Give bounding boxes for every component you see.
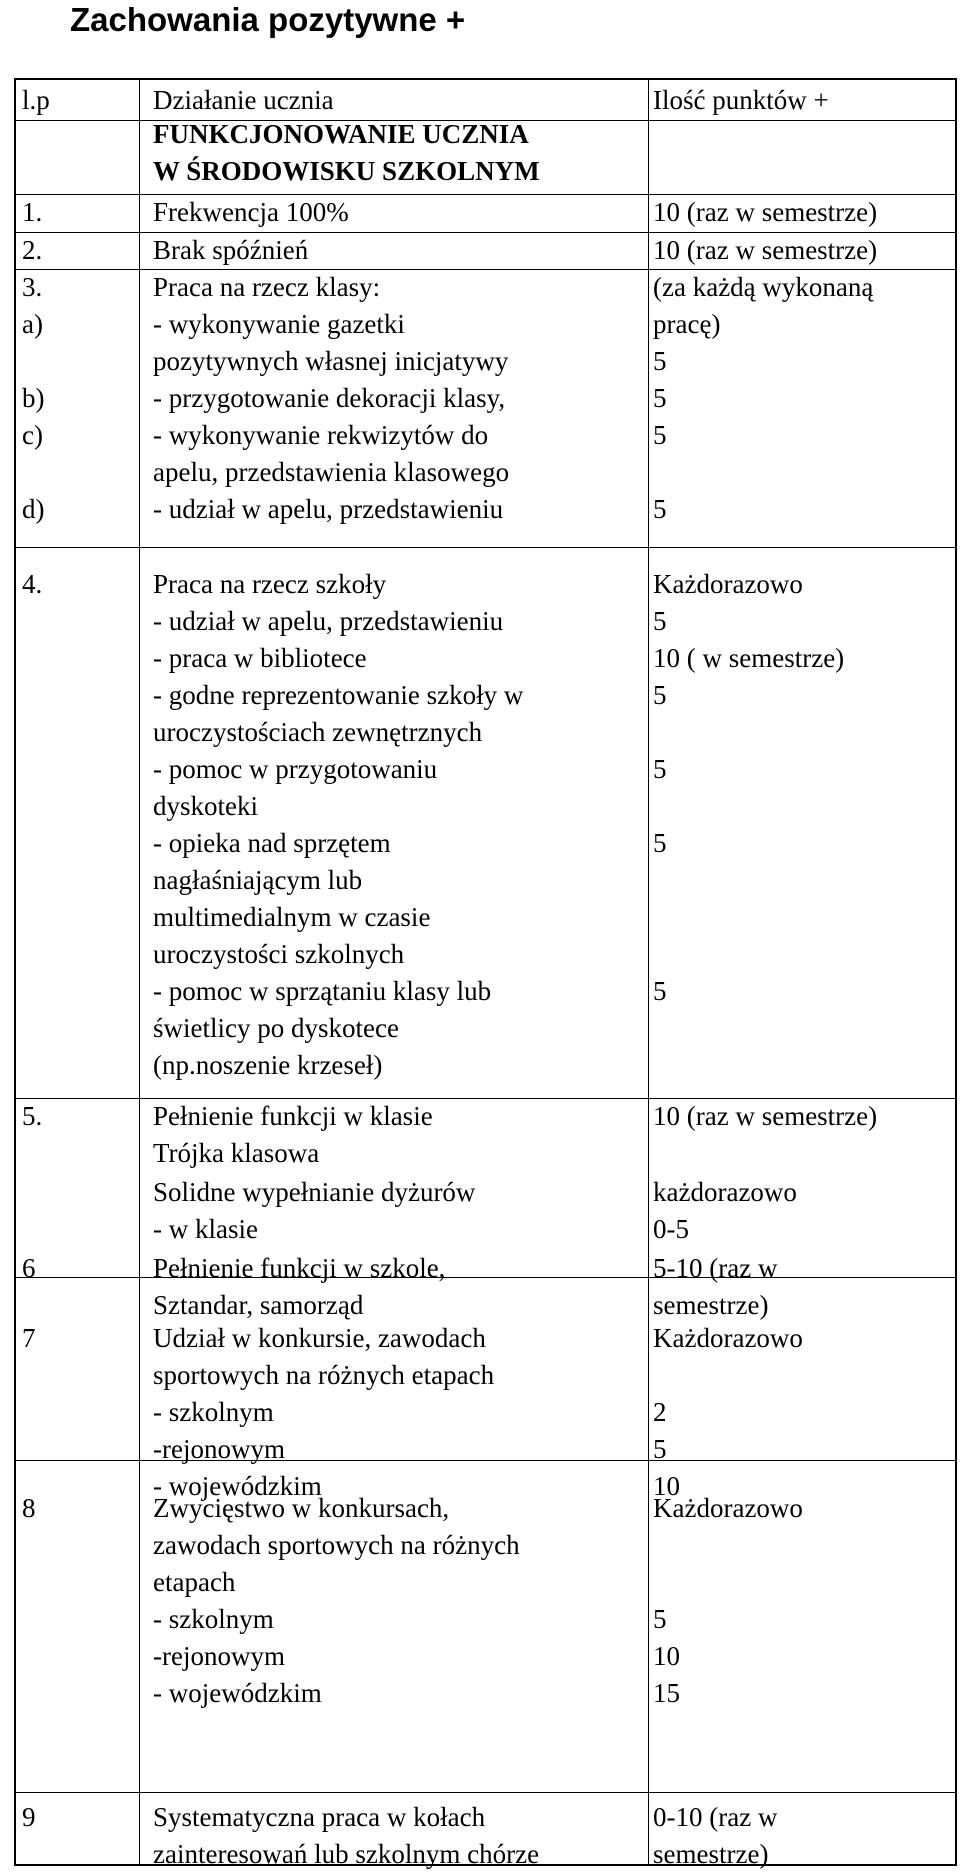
- table-cell-c3: [653, 1490, 953, 1712]
- cell-line: [653, 714, 953, 751]
- cell-line: [653, 1047, 953, 1084]
- cell-line: W ŚRODOWISKU SZKOLNYM: [153, 156, 540, 186]
- cell-line: 2.: [22, 235, 43, 265]
- cell-line: 6: [22, 1253, 36, 1283]
- cell-line: - opieka nad sprzętem: [153, 828, 391, 858]
- cell-line: 8: [22, 1493, 36, 1523]
- cell-line: c): [22, 420, 43, 450]
- table-cell-c1: [22, 1799, 142, 1836]
- cell-line: -rejonowym: [153, 1641, 285, 1671]
- cell-line: 5: [653, 1604, 667, 1634]
- cell-line: świetlicy po dyskotece: [153, 1013, 399, 1043]
- cell-line: - wojewódzkim: [153, 1678, 322, 1708]
- cell-line: - wojewódzkim: [153, 1471, 322, 1501]
- cell-line: [653, 1357, 953, 1394]
- cell-line: [653, 862, 953, 899]
- cell-line: etapach: [153, 1567, 236, 1597]
- cell-line: [653, 1527, 953, 1564]
- table-cell-c2: [153, 1098, 653, 1172]
- cell-line: - szkolnym: [153, 1604, 274, 1634]
- cell-line: - pomoc w sprzątaniu klasy lub: [153, 976, 492, 1006]
- cell-line: - w klasie: [153, 1214, 258, 1244]
- cell-line: Każdorazowo: [653, 569, 803, 599]
- header-action: Działanie ucznia: [153, 85, 334, 115]
- cell-line: [653, 899, 953, 936]
- cell-line: 5: [653, 680, 667, 710]
- cell-line: 10 ( w semestrze): [653, 643, 845, 673]
- cell-line: semestrze): [653, 1290, 769, 1320]
- cell-line: Brak spóźnień: [153, 235, 309, 265]
- cell-line: [653, 1564, 953, 1601]
- cell-line: [22, 454, 142, 491]
- table-cell-c3: [653, 232, 953, 269]
- cell-line: Frekwencja 100%: [153, 197, 349, 227]
- cell-line: Systematyczna praca w kołach: [153, 1802, 486, 1832]
- page-title: Zachowania pozytywne +: [70, 1, 466, 38]
- cell-line: - szkolnym: [153, 1397, 274, 1427]
- table-cell-c2: [153, 1250, 653, 1324]
- cell-line: Praca na rzecz klasy:: [153, 272, 381, 302]
- cell-line: b): [22, 383, 45, 413]
- cell-line: Pełnienie funkcji w szkole,: [153, 1253, 446, 1283]
- cell-line: 10 (raz w semestrze): [653, 235, 878, 265]
- row-divider: [16, 547, 955, 548]
- table-cell-c1: [22, 194, 142, 231]
- cell-line: Każdorazowo: [653, 1323, 803, 1353]
- table-cell-c3: [653, 1799, 953, 1873]
- cell-line: 5: [653, 346, 667, 376]
- cell-line: Trójka klasowa: [153, 1138, 320, 1168]
- table-cell-c2: [153, 1490, 653, 1712]
- cell-line: 5.: [22, 1101, 43, 1131]
- cell-line: 5: [653, 383, 667, 413]
- cell-line: pozytywnych własnej inicjatywy: [153, 346, 509, 376]
- table-cell-c3: [653, 194, 953, 231]
- cell-line: a): [22, 309, 43, 339]
- table-cell-c3: [653, 1320, 953, 1505]
- cell-line: Udział w konkursie, zawodach: [153, 1323, 486, 1353]
- cell-line: Praca na rzecz szkoły: [153, 569, 387, 599]
- cell-line: - pomoc w przygotowaniu: [153, 754, 438, 784]
- row-divider: [16, 1792, 955, 1793]
- cell-line: Zwycięstwo w konkursach,: [153, 1493, 450, 1523]
- cell-line: FUNKCJONOWANIE UCZNIA: [153, 119, 529, 149]
- cell-line: 0-10 (raz w: [653, 1802, 778, 1832]
- cell-line: - wykonywanie gazetki: [153, 309, 405, 339]
- table-cell-c1: [22, 1320, 142, 1357]
- cell-line: [653, 1010, 953, 1047]
- cell-line: zawodach sportowych na różnych: [153, 1530, 520, 1560]
- cell-line: d): [22, 494, 45, 524]
- cell-line: [653, 788, 953, 825]
- header-points: Ilość punktów +: [653, 85, 829, 115]
- table-cell-c1: [22, 269, 142, 528]
- cell-line: 15: [653, 1678, 680, 1708]
- points-table: [14, 78, 957, 1869]
- cell-line: uroczystości szkolnych: [153, 939, 405, 969]
- cell-line: multimedialnym w czasie: [153, 902, 431, 932]
- header-lp: l.p: [22, 85, 50, 115]
- cell-line: Solidne wypełnianie dyżurów: [153, 1177, 476, 1207]
- table-cell-c2: [153, 194, 653, 231]
- cell-line: 5: [653, 828, 667, 858]
- cell-line: 10: [653, 1641, 680, 1671]
- table-cell-c3: [653, 1250, 953, 1324]
- cell-line: - praca w bibliotece: [153, 643, 367, 673]
- cell-line: 1.: [22, 197, 43, 227]
- cell-line: nagłaśniającym lub: [153, 865, 363, 895]
- cell-line: -rejonowym: [153, 1434, 285, 1464]
- table-cell-c1: [22, 232, 142, 269]
- cell-line: - udział w apelu, przedstawieniu: [153, 494, 504, 524]
- table-cell-c3: [653, 269, 953, 528]
- table-cell-c3: [653, 1098, 953, 1135]
- cell-line: 10 (raz w semestrze): [653, 197, 878, 227]
- cell-line: - wykonywanie rekwizytów do: [153, 420, 489, 450]
- table-cell-c1: [22, 566, 142, 603]
- cell-line: - udział w apelu, przedstawieniu: [153, 606, 504, 636]
- table-cell-c2: [153, 116, 653, 190]
- cell-line: zainteresowań lub szkolnym chórze: [153, 1839, 540, 1869]
- cell-line: (za każdą wykonaną: [653, 272, 874, 302]
- table-cell-c2: [153, 566, 653, 1084]
- table-cell-c2: [153, 1799, 653, 1873]
- cell-line: Pełnienie funkcji w klasie: [153, 1101, 433, 1131]
- cell-line: pracę): [653, 309, 721, 339]
- cell-line: 5: [653, 754, 667, 784]
- table-cell-c1: [22, 1490, 142, 1527]
- cell-line: 0-5: [653, 1214, 689, 1244]
- cell-line: semestrze): [653, 1839, 769, 1869]
- cell-line: dyskoteki: [153, 791, 258, 821]
- cell-line: - przygotowanie dekoracji klasy,: [153, 383, 506, 413]
- cell-line: uroczystościach zewnętrznych: [153, 717, 483, 747]
- table-cell-c1: [22, 1250, 142, 1287]
- cell-line: 5: [653, 1434, 667, 1464]
- cell-line: [22, 343, 142, 380]
- cell-line: Każdorazowo: [653, 1493, 803, 1523]
- cell-line: (np.noszenie krzeseł): [153, 1050, 383, 1080]
- cell-line: 5-10 (raz w: [653, 1253, 778, 1283]
- cell-line: 10 (raz w semestrze): [653, 1101, 878, 1131]
- table-cell-c1: [22, 1098, 142, 1135]
- cell-line: 4.: [22, 569, 43, 599]
- cell-line: - godne reprezentowanie szkoły w: [153, 680, 524, 710]
- cell-line: [653, 936, 953, 973]
- cell-line: każdorazowo: [653, 1177, 797, 1207]
- table-cell-c2: [153, 232, 653, 269]
- cell-line: 5: [653, 420, 667, 450]
- cell-line: [653, 454, 953, 491]
- cell-line: 7: [22, 1323, 36, 1353]
- cell-line: Sztandar, samorząd: [153, 1290, 364, 1320]
- cell-line: sportowych na różnych etapach: [153, 1360, 495, 1390]
- cell-line: 10: [653, 1471, 680, 1501]
- cell-line: 5: [653, 494, 667, 524]
- table-cell-c2: [153, 269, 653, 528]
- table-cell-c3: [653, 1174, 953, 1248]
- table-cell-c2: [153, 1174, 653, 1248]
- table-cell-c3: [653, 566, 953, 1084]
- cell-line: 5: [653, 976, 667, 1006]
- cell-line: apelu, przedstawienia klasowego: [153, 457, 510, 487]
- table-cell-c2: [153, 1320, 653, 1505]
- cell-line: 5: [653, 606, 667, 636]
- cell-line: 9: [22, 1802, 36, 1832]
- cell-line: 2: [653, 1397, 667, 1427]
- cell-line: 3.: [22, 272, 43, 302]
